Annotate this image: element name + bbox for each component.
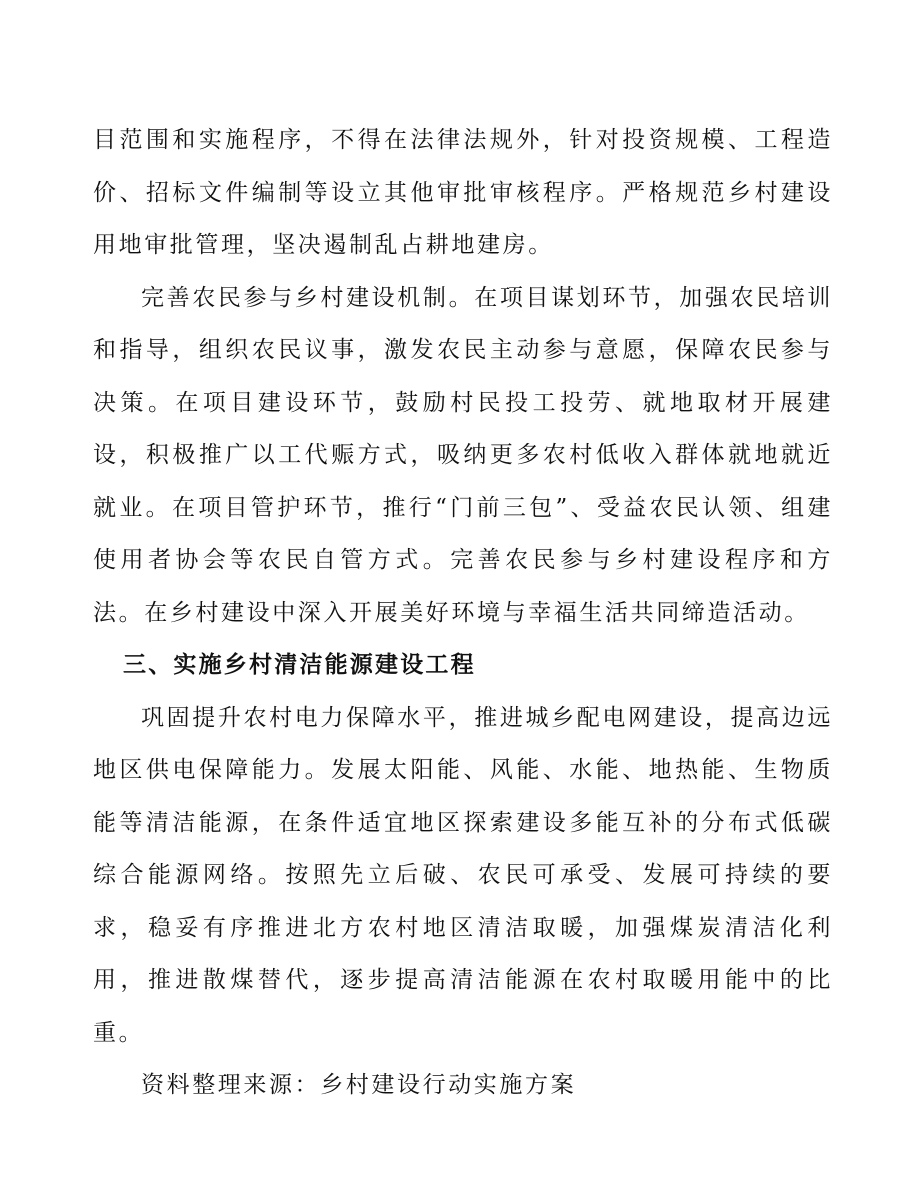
body-paragraph-clean-energy: 巩固提升农村电力保障水平，推进城乡配电网建设，提高边远地区供电保障能力。发展太阳能、风能、水能、地热能、生物质能等清洁能源，在条件适宜地区探索建设多能互补的分布式低碳综合能源网络。按照先立后破、农民可承受、发展可持续的要求，稳妥有序推进北方农村地区清洁取暖，加强煤炭清洁化利用，推进散煤替代，逐步提高清洁能源在农村取暖用能中的比重。 xyxy=(93,704,833,1046)
section-heading: 三、实施乡村清洁能源建设工程 xyxy=(123,652,476,678)
body-paragraph-continued: 目范围和实施程序，不得在法律法规外，针对投资规模、工程造价、招标文件编制等设立其他审批审核程序。严格规范乡村建设用地审批管理，坚决遏制乱占耕地建房。 xyxy=(93,127,833,258)
body-paragraph-farmer-participation: 完善农民参与乡村建设机制。在项目谋划环节，加强农民培训和指导，组织农民议事，激发农民主动参与意愿，保障农民参与决策。在项目建设环节，鼓励村民投工投劳、就地取材开展建设，积极推广以工代赈方式，吸纳更多农村低收入群体就地就近就业。在项目管护环节，推行“门前三包”、受益农民认领、组建使用者协会等农民自管方式。完善农民参与乡村建设程序和方法。在乡村建设中深入开展美好环境与幸福生活共同缔造活动。 xyxy=(93,284,833,626)
document-body xyxy=(93,114,833,1112)
source-note: 资料整理来源：乡村建设行动实施方案 xyxy=(141,1072,577,1098)
